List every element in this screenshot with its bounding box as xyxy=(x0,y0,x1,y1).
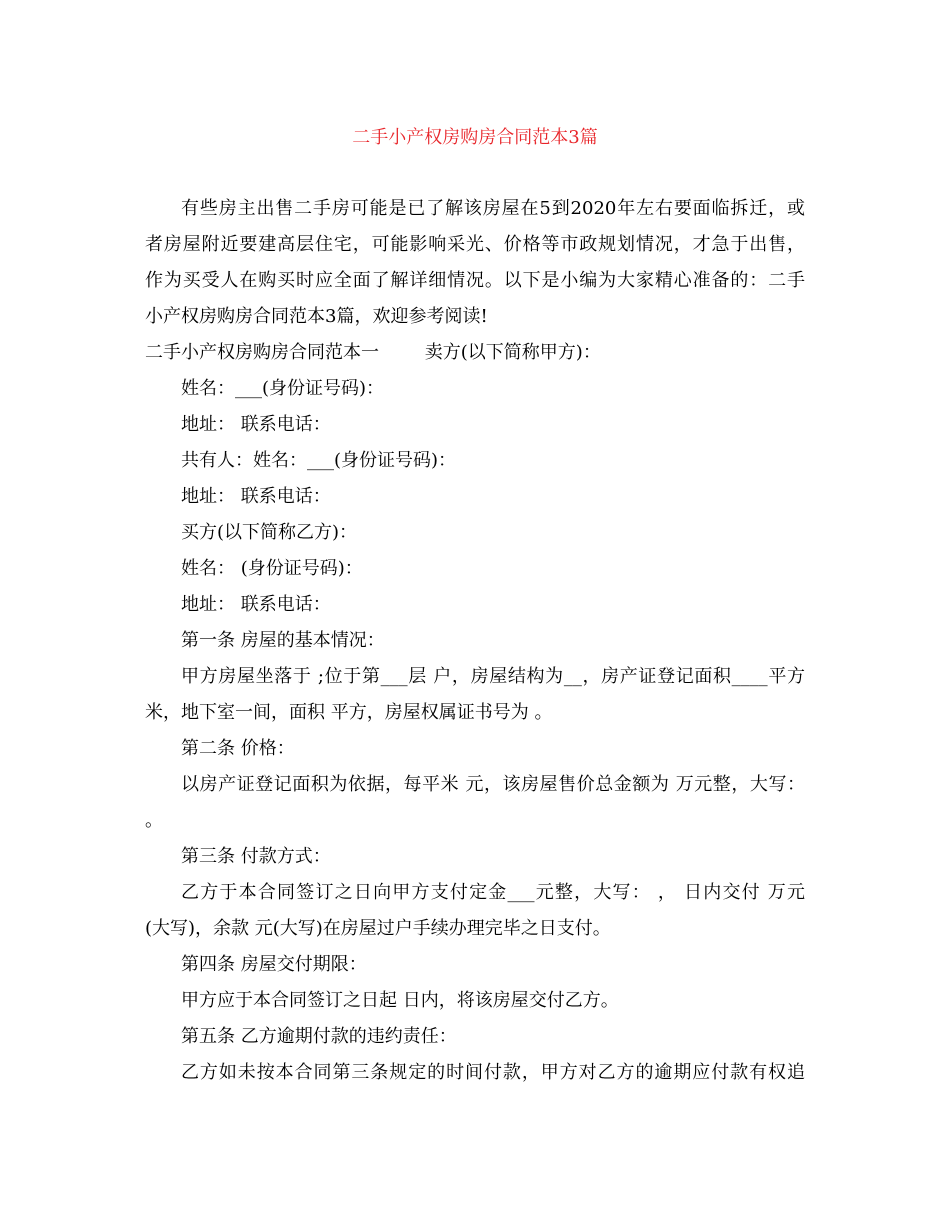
paragraph-line: 乙方如未按本合同第三条规定的时间付款，甲方对乙方的逾期应付款有权追 xyxy=(181,1062,805,1083)
article-heading: 第一条 房屋的基本情况： xyxy=(181,630,385,651)
paragraph-line: 姓名： (身份证号码)： xyxy=(181,558,363,579)
paragraph-line: 地址： 联系电话： xyxy=(181,594,331,615)
article-heading: 第三条 付款方式： xyxy=(181,846,331,867)
paragraph-line: 以房产证登记面积为依据，每平米 元，该房屋售价总金额为 万元整，大写： xyxy=(181,774,805,795)
article-heading: 第五条 乙方逾期付款的违约责任： xyxy=(181,1026,457,1047)
paragraph-line: 有些房主出售二手房可能是已了解该房屋在5到2020年左右要面临拆迁，或 xyxy=(181,198,805,219)
paragraph-line: 者房屋附近要建高层住宅，可能影响采光、价格等市政规划情况，才急于出售， xyxy=(145,234,805,255)
section-heading-line: 二手小产权房购房合同范本一 卖方(以下简称甲方)： xyxy=(145,342,601,363)
article-heading: 第二条 价格： xyxy=(181,738,295,759)
paragraph-line: 买方(以下简称乙方)： xyxy=(181,522,358,543)
article-heading: 第四条 房屋交付期限： xyxy=(181,954,367,975)
paragraph-line: 米，地下室一间，面积 平方，房屋权属证书号为 。 xyxy=(145,702,553,723)
paragraph-line: 。 xyxy=(145,810,163,831)
paragraph-line: 乙方于本合同签订之日向甲方支付定金___元整，大写： ， 日内交付 万元 xyxy=(181,882,805,903)
paragraph-line: 共有人：姓名：___(身份证号码)： xyxy=(181,450,457,471)
paragraph-line: (大写)，余款 元(大写)在房屋过户手续办理完毕之日支付。 xyxy=(145,918,611,939)
paragraph-line: 地址： 联系电话： xyxy=(181,414,331,435)
paragraph-line: 甲方应于本合同签订之日起 日内，将该房屋交付乙方。 xyxy=(181,990,619,1011)
paragraph-line: 小产权房购房合同范本3篇，欢迎参考阅读! xyxy=(145,306,488,327)
paragraph-line: 作为买受人在购买时应全面了解详细情况。以下是小编为大家精心准备的：二手 xyxy=(145,270,805,291)
paragraph-line: 姓名：___(身份证号码)： xyxy=(181,378,385,399)
document-title: 二手小产权房购房合同范本3篇 xyxy=(352,127,598,148)
paragraph-line: 甲方房屋坐落于 ;位于第___层 户，房屋结构为__，房产证登记面积____平方 xyxy=(181,666,805,687)
paragraph-line: 地址： 联系电话： xyxy=(181,486,331,507)
